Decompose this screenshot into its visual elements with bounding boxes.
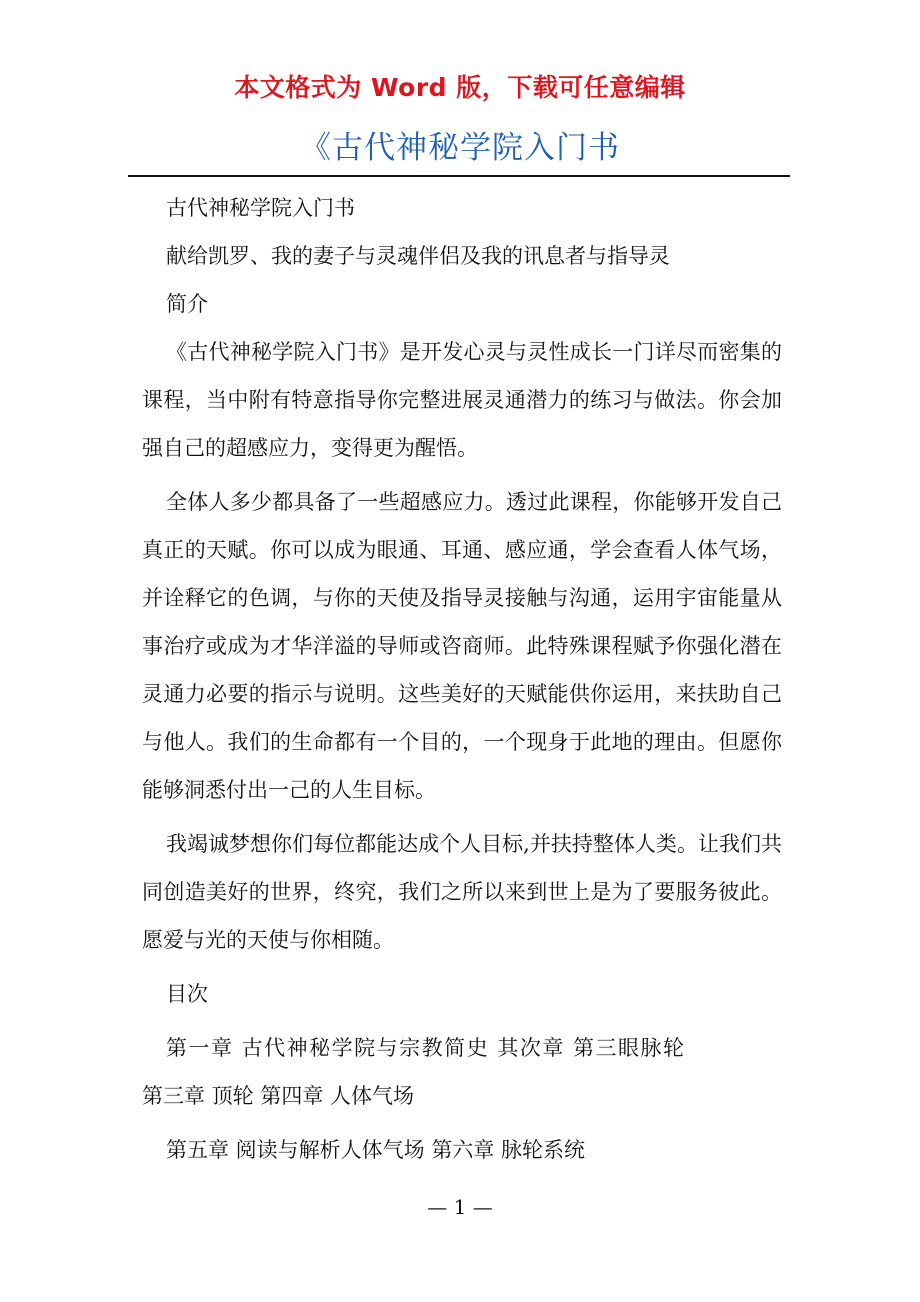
- format-notice-banner: 本文格式为 Word 版，下载可任意编辑: [234, 73, 686, 102]
- intro-paragraph-3: 我竭诚梦想你们每位都能达成个人目标,并扶持整体人类。让我们共同创造美好的世界，终究，我们之所以来到世上是为了要服务彼此。 愿爱与光的天使与你相随。: [142, 832, 782, 952]
- dedication-line: 献给凯罗、我的妻子与灵魂伴侣及我的讯息者与指导灵: [166, 244, 670, 268]
- book-title-line: 古代神秘学院入门书: [166, 196, 355, 220]
- title-divider: [128, 175, 790, 177]
- toc-heading: 目次: [166, 982, 208, 1006]
- document-title: 《古代神秘学院入门书: [300, 130, 620, 166]
- intro-paragraph-2: 全体人多少都具备了一些超感应力。透过此课程，你能够开发自己真正的天赋。你可以成为眼通、耳通、感应通，学会查看人体气场，并诠释它的色调，与你的天使及指导灵接触与沟通，运用宇宙能量从事治疗或成为才华洋溢的导师或咨商师。此特殊课程赋予你强化潜在灵通力必要的指示与说明。这些美好的天赋能供你运用，来扶助自己与他人。我们的生命都有一个目的，一个现身于此地的理由。但愿你能够洞悉付出一己的人生目标。: [142, 490, 782, 802]
- intro-heading: 简介: [166, 292, 208, 316]
- toc-line-2: 第三章 顶轮 第四章 人体气场: [142, 1084, 415, 1108]
- toc-line-1: 第一章 古代神秘学院与宗教简史 其次章 第三眼脉轮: [166, 1036, 686, 1060]
- document-body: [142, 184, 782, 1174]
- intro-paragraph-1: 《古代神秘学院入门书》是开发心灵与灵性成长一门详尽而密集的课程，当中附有特意指导你完整进展灵通潜力的练习与做法。你会加强自己的超感应力，变得更为醒悟。: [142, 340, 782, 460]
- toc-line-3: 第五章 阅读与解析人体气场 第六章 脉轮系统: [166, 1138, 586, 1162]
- page-number: — 1 —: [427, 1195, 493, 1219]
